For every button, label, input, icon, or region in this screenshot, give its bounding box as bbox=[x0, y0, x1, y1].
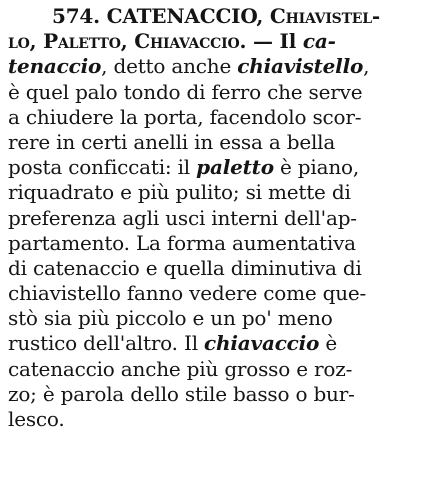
entry-text: a chiudere la porta, facendolo scor- bbox=[8, 104, 362, 129]
entry-line bbox=[8, 80, 414, 105]
entry-line bbox=[8, 54, 414, 79]
entry-line bbox=[8, 357, 414, 382]
entry-line bbox=[8, 130, 414, 155]
entry-text: è piano, bbox=[273, 155, 359, 180]
italic-term: paletto bbox=[196, 155, 274, 180]
entry-text: rustico dell'altro. Il bbox=[8, 331, 205, 356]
entry-line bbox=[8, 407, 414, 432]
entry-line bbox=[8, 231, 414, 256]
entry-text: , detto anche bbox=[101, 54, 238, 79]
entry-line bbox=[8, 256, 414, 281]
entry-text: è bbox=[319, 331, 337, 356]
entry-line bbox=[8, 306, 414, 331]
entry-text: partamento. La forma aumentativa bbox=[8, 230, 356, 255]
entry-text: riquadrato e più pulito; si mette di bbox=[8, 180, 351, 205]
entry-text: lesco. bbox=[8, 407, 65, 431]
entry-text: chiavistello fanno vedere come que- bbox=[8, 281, 367, 306]
italic-term: ca- bbox=[302, 29, 336, 54]
entry-line bbox=[8, 4, 414, 29]
entry-line bbox=[8, 29, 414, 54]
entry-text: preferenza agli usci interni dell'ap- bbox=[8, 205, 357, 230]
headword: — Il bbox=[246, 29, 303, 54]
entry-text: zo; è parola dello stile basso o bur- bbox=[8, 381, 355, 406]
entry-text: , bbox=[363, 54, 370, 79]
italic-term: chiavaccio bbox=[204, 331, 320, 356]
dictionary-entry-574 bbox=[8, 4, 414, 432]
entry-line bbox=[8, 331, 414, 356]
entry-line bbox=[8, 382, 414, 407]
entry-text: catenaccio anche più grosso e roz- bbox=[8, 356, 353, 381]
italic-term: chiavistello bbox=[237, 54, 364, 79]
entry-text: rere in certi anelli in essa a bella bbox=[8, 129, 336, 154]
italic-term: tenaccio bbox=[8, 54, 102, 79]
entry-text: stò sia più piccolo e un po' meno bbox=[8, 306, 333, 331]
entry-line bbox=[8, 105, 414, 130]
entry-line bbox=[8, 281, 414, 306]
entry-line bbox=[8, 206, 414, 231]
entry-line bbox=[8, 155, 414, 180]
headword: 574. CATENACCIO, bbox=[52, 4, 270, 28]
entry-text: posta conficcati: il bbox=[8, 155, 197, 180]
entry-text: di catenaccio e quella diminutiva di bbox=[8, 255, 362, 280]
entry-line bbox=[8, 180, 414, 205]
synonym-headword: lo, Paletto, Chiavaccio. bbox=[8, 29, 247, 54]
synonym-headword: Chiavistel- bbox=[269, 4, 381, 28]
entry-text: è quel palo tondo di ferro che serve bbox=[8, 79, 363, 104]
